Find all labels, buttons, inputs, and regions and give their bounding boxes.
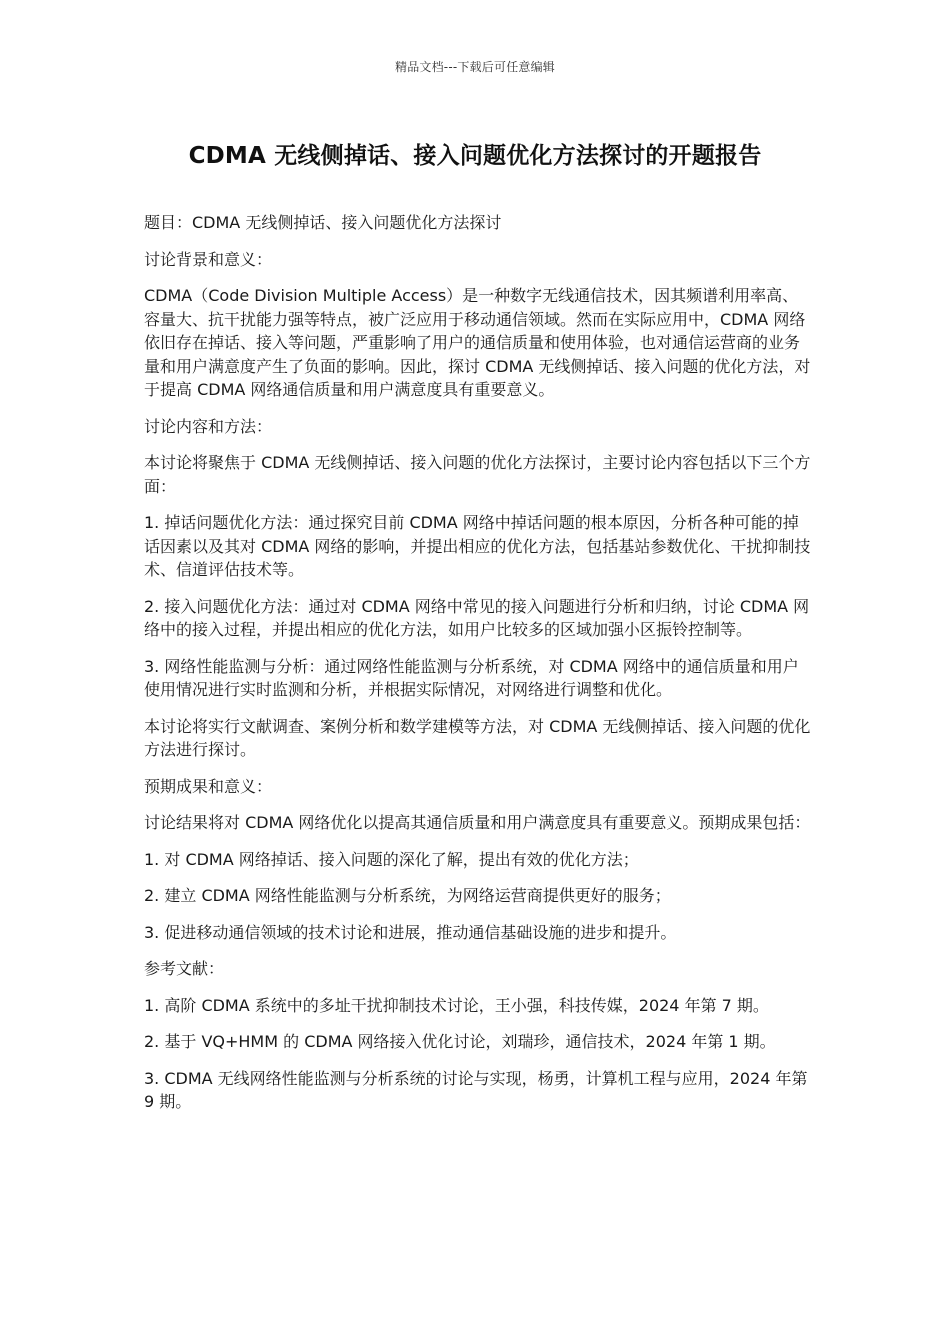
section-heading-outcomes: 预期成果和意义： xyxy=(144,776,273,796)
section-heading-content: 讨论内容和方法： xyxy=(144,416,273,436)
outcome-item-1: 1. 对 CDMA 网络掉话、接入问题的深化了解，提出有效的优化方法； xyxy=(144,849,639,869)
section-heading-references: 参考文献： xyxy=(144,959,225,978)
content-intro-paragraph: 本讨论将聚焦于 CDMA 无线侧掉话、接入问题的优化方法探讨，主要讨论内容包括以下三个方面： xyxy=(144,453,811,496)
content-item-1: 1. 掉话问题优化方法：通过探究目前 CDMA 网络中掉话问题的根本原因，分析各种可能的掉话因素以及其对 CDMA 网络的影响，并提出相应的优化方法，包括基站参数优化、干扰抑制技术、信道评估技术等。 xyxy=(144,513,811,579)
outcome-item-2: 2. 建立 CDMA 网络性能监测与分析系统，为网络运营商提供更好的服务； xyxy=(144,886,671,905)
header-note: 精品文档---下载后可任意编辑 xyxy=(395,60,555,74)
outcomes-intro-paragraph: 讨论结果将对 CDMA 网络优化以提高其通信质量和用户满意度具有重要意义。预期成果包括： xyxy=(144,813,811,832)
topic-line: 题目：CDMA 无线侧掉话、接入问题优化方法探讨 xyxy=(144,213,502,232)
reference-item-1: 1. 高阶 CDMA 系统中的多址干扰抑制技术讨论，王小强，科技传媒，2024 年第 7 期。 xyxy=(144,995,769,1015)
reference-item-2: 2. 基于 VQ+HMM 的 CDMA 网络接入优化讨论，刘瑞珍，通信技术，2024 年第 1 期。 xyxy=(144,1032,776,1051)
content-item-3: 3. 网络性能监测与分析：通过网络性能监测与分析系统，对 CDMA 网络中的通信质量和用户使用情况进行实时监测和分析，并根据实际情况，对网络进行调整和优化。 xyxy=(144,656,799,699)
document-title: CDMA 无线侧掉话、接入问题优化方法探讨的开题报告 xyxy=(188,143,762,169)
content-item-2: 2. 接入问题优化方法：通过对 CDMA 网络中常见的接入问题进行分析和归纳，讨论 CDMA 网络中的接入过程，并提出相应的优化方法，如用户比较多的区域加强小区振铃控制等。 xyxy=(144,596,810,639)
background-paragraph: CDMA（Code Division Multiple Access）是一种数字无线通信技术，因其频谱利用率高、容量大、抗干扰能力强等特点，被广泛应用于移动通信领域。然而在实际应用中，CDMA 网络依旧存在掉话、接入等问题，严重影响了用户的通信质量和使用体验，也对通信运营商的业务量和用户满意度产生了负面的影响。因此，探讨 CDMA 无线侧掉话、接入问题的优化方法，对于提高 CDMA 网络通信质量和用户满意度具有重要意义。 xyxy=(144,286,811,399)
document-body xyxy=(144,211,812,1127)
method-paragraph: 本讨论将实行文献调查、案例分析和数学建模等方法，对 CDMA 无线侧掉话、接入问题的优化方法进行探讨。 xyxy=(144,716,811,759)
outcome-item-3: 3. 促进移动通信领域的技术讨论和进展，推动通信基础设施的进步和提升。 xyxy=(144,922,677,942)
section-heading-background: 讨论背景和意义： xyxy=(144,249,273,269)
reference-item-3: 3. CDMA 无线网络性能监测与分析系统的讨论与实现，杨勇，计算机工程与应用，2024 年第 9 期。 xyxy=(144,1068,808,1111)
